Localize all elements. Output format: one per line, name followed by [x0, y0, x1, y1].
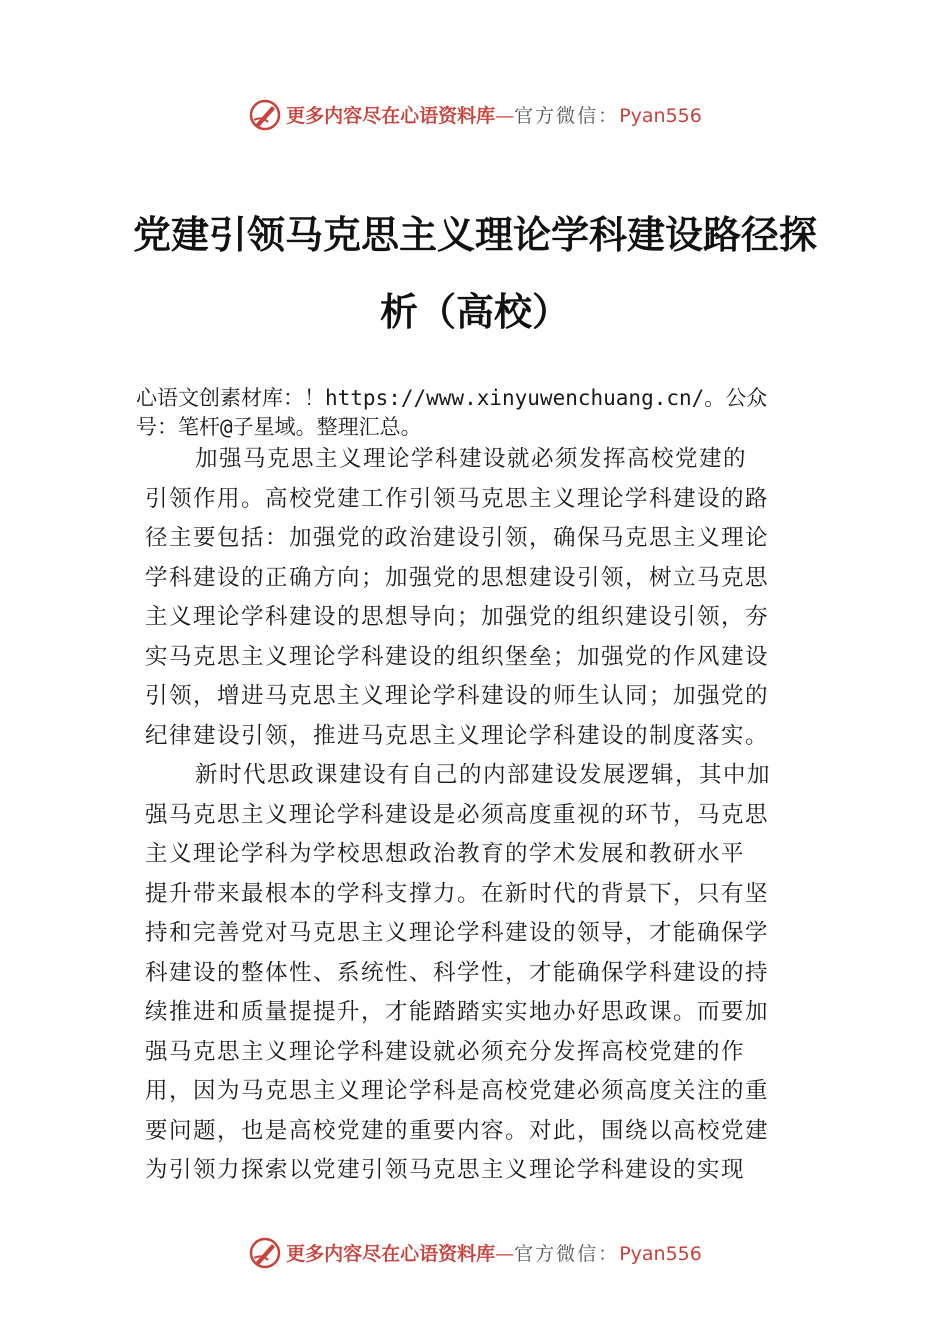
library-name: 更多内容尽在心语资料库 — [286, 105, 496, 127]
library-name: 更多内容尽在心语资料库 — [286, 1243, 496, 1265]
paragraph-line: 要问题，也是高校党建的重要内容。对此，围绕以高校党建 — [145, 1117, 770, 1144]
source-note-line: 心语文创素材库：！https://www.xinyuwenchuang.cn/。公众 — [136, 386, 768, 410]
paragraph-1 — [145, 440, 825, 756]
wechat-id: Pyan556 — [619, 105, 702, 127]
paragraph-line: 用，因为马克思主义理论学科是高校党建必须高度关注的重 — [145, 1078, 770, 1104]
paragraph-line: 引领，增进马克思主义理论学科建设的师生认同；加强党的 — [145, 683, 770, 709]
paragraph-line: 主义理论学科为学校思想政治教育的学术发展和教研水平 — [145, 841, 746, 867]
paragraph-line: 为引领力探索以党建引领马克思主义理论学科建设的实现 — [145, 1157, 746, 1183]
wechat-label: 官方微信： — [514, 105, 620, 127]
paragraph-2 — [145, 756, 825, 1191]
wechat-label: 官方微信： — [514, 1243, 620, 1265]
paragraph-line: 纪律建设引领，推进马克思主义理论学科建设的制度落实。 — [145, 722, 770, 749]
paragraph-line: 强马克思主义理论学科建设就必须充分发挥高校党建的作 — [145, 1038, 746, 1065]
paragraph-line: 科建设的整体性、系统性、科学性，才能确保学科建设的持 — [145, 959, 770, 986]
paragraph-line: 提升带来最根本的学科支撑力。在新时代的背景下，只有坚 — [145, 880, 770, 907]
paragraph-line: 实马克思主义理论学科建设的组织堡垒；加强党的作风建设 — [145, 643, 770, 670]
pen-logo-icon — [248, 1236, 282, 1270]
banner-dash: — — [495, 1243, 515, 1265]
paragraph-line: 新时代思政课建设有自己的内部建设发展逻辑，其中加 — [195, 762, 772, 788]
document-title-line-1: 党建引领马克思主义理论学科建设路径探 — [132, 212, 817, 257]
paragraph-line: 引领作用。高校党建工作引领马克思主义理论学科建设的路 — [145, 485, 770, 512]
wechat-id: Pyan556 — [619, 1243, 702, 1265]
source-note-line: 号：笔杆@子星域。整理汇总。 — [136, 415, 422, 439]
paragraph-line: 加强马克思主义理论学科建设就必须发挥高校党建的 — [195, 446, 748, 472]
source-note — [136, 384, 836, 442]
paragraph-line: 主义理论学科建设的思想导向；加强党的组织建设引领，夯 — [145, 604, 770, 630]
paragraph-line: 学科建设的正确方向；加强党的思想建设引领，树立马克思 — [145, 564, 770, 591]
pen-logo-icon — [248, 98, 282, 132]
banner-dash: — — [495, 105, 515, 127]
paragraph-line: 径主要包括：加强党的政治建设引领，确保马克思主义理论 — [145, 525, 770, 551]
header-watermark-banner — [0, 96, 950, 136]
document-title-line-2: 析（高校） — [379, 289, 570, 334]
paragraph-line: 续推进和质量提提升，才能踏踏实实地办好思政课。而要加 — [145, 999, 770, 1025]
paragraph-line: 强马克思主义理论学科建设是必须高度重视的环节，马克思 — [145, 801, 770, 828]
footer-watermark-banner — [0, 1234, 950, 1274]
paragraph-line: 持和完善党对马克思主义理论学科建设的领导，才能确保学 — [145, 920, 770, 946]
